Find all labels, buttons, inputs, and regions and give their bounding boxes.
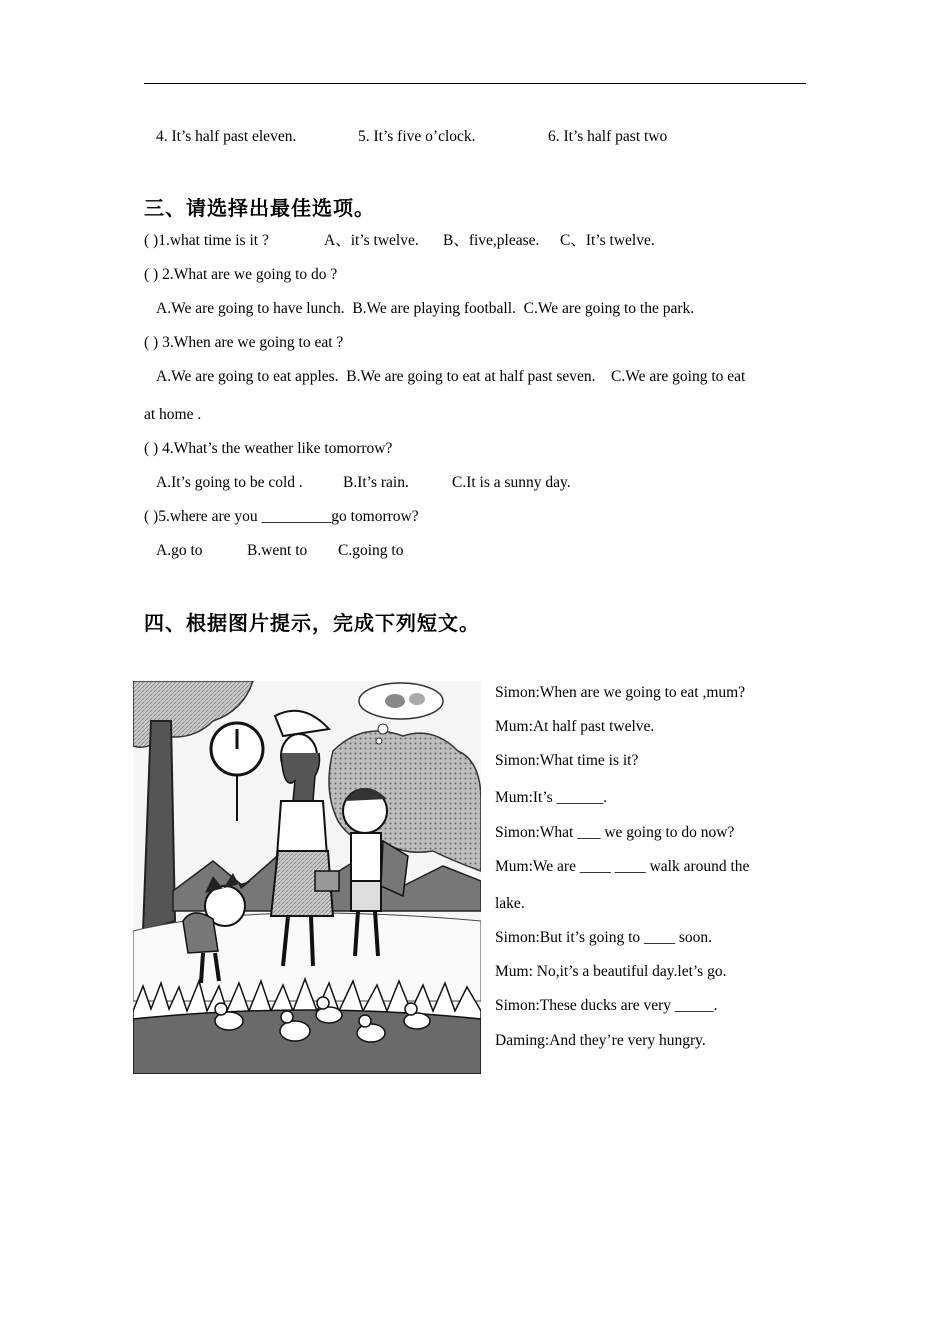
park-illustration [133,681,481,1074]
dialogue-line-6: Mum:We are ____ ____ walk around the [495,858,750,875]
answer-6: 6. It’s half past two [548,128,668,145]
header-rule [144,83,806,84]
dialogue-line-2: Mum:At half past twelve. [495,718,655,735]
dialogue-line-1: Simon:When are we going to eat ,mum? [495,684,746,701]
section3-heading: 三、请选择出最佳选项。 [144,196,375,220]
question-4-option-b: B.It’s rain. [343,474,409,491]
question-3-options: A.We are going to eat apples. B.We are going to eat at half past seven. C.We are going to eat [156,368,746,385]
question-2-options: A.We are going to have lunch. B.We are playing football. C.We are going to the park. [156,300,695,317]
answer-5: 5. It’s five o’clock. [358,128,476,145]
question-4-option-a: A.It’s going to be cold . [156,474,303,491]
question-4: ( ) 4.What’s the weather like tomorrow? [144,440,393,457]
dialogue-line-8: Simon:But it’s going to ____ soon. [495,929,713,946]
question-3-options-cont: at home . [144,406,202,423]
answer-4: 4. It’s half past eleven. [156,128,297,145]
dialogue-line-10: Simon:These ducks are very _____. [495,997,718,1014]
dialogue-line-4: Mum:It’s ______. [495,789,607,806]
question-5: ( )5.where are you _________go tomorrow? [144,508,419,525]
dialogue-line-5: Simon:What ___ we going to do now? [495,824,735,841]
question-1-option-b: B、five,please. [443,232,540,249]
question-1: ( )1.what time is it ? [144,232,269,249]
question-5-option-b: B.went to [247,542,308,559]
question-4-option-c: C.It is a sunny day. [452,474,571,491]
question-5-option-a: A.go to [156,542,203,559]
question-1-option-c: C、It’s twelve. [560,232,655,249]
question-1-option-a: A、it’s twelve. [324,232,419,249]
dialogue-line-3: Simon:What time is it? [495,752,639,769]
question-2: ( ) 2.What are we going to do ? [144,266,338,283]
question-5-option-c: C.going to [338,542,404,559]
section4-heading: 四、根据图片提示，完成下列短文。 [144,611,480,635]
dialogue-line-7: lake. [495,895,525,912]
question-3: ( ) 3.When are we going to eat ? [144,334,344,351]
dialogue-line-11: Daming:And they’re very hungry. [495,1032,706,1049]
dialogue-line-9: Mum: No,it’s a beautiful day.let’s go. [495,963,727,980]
